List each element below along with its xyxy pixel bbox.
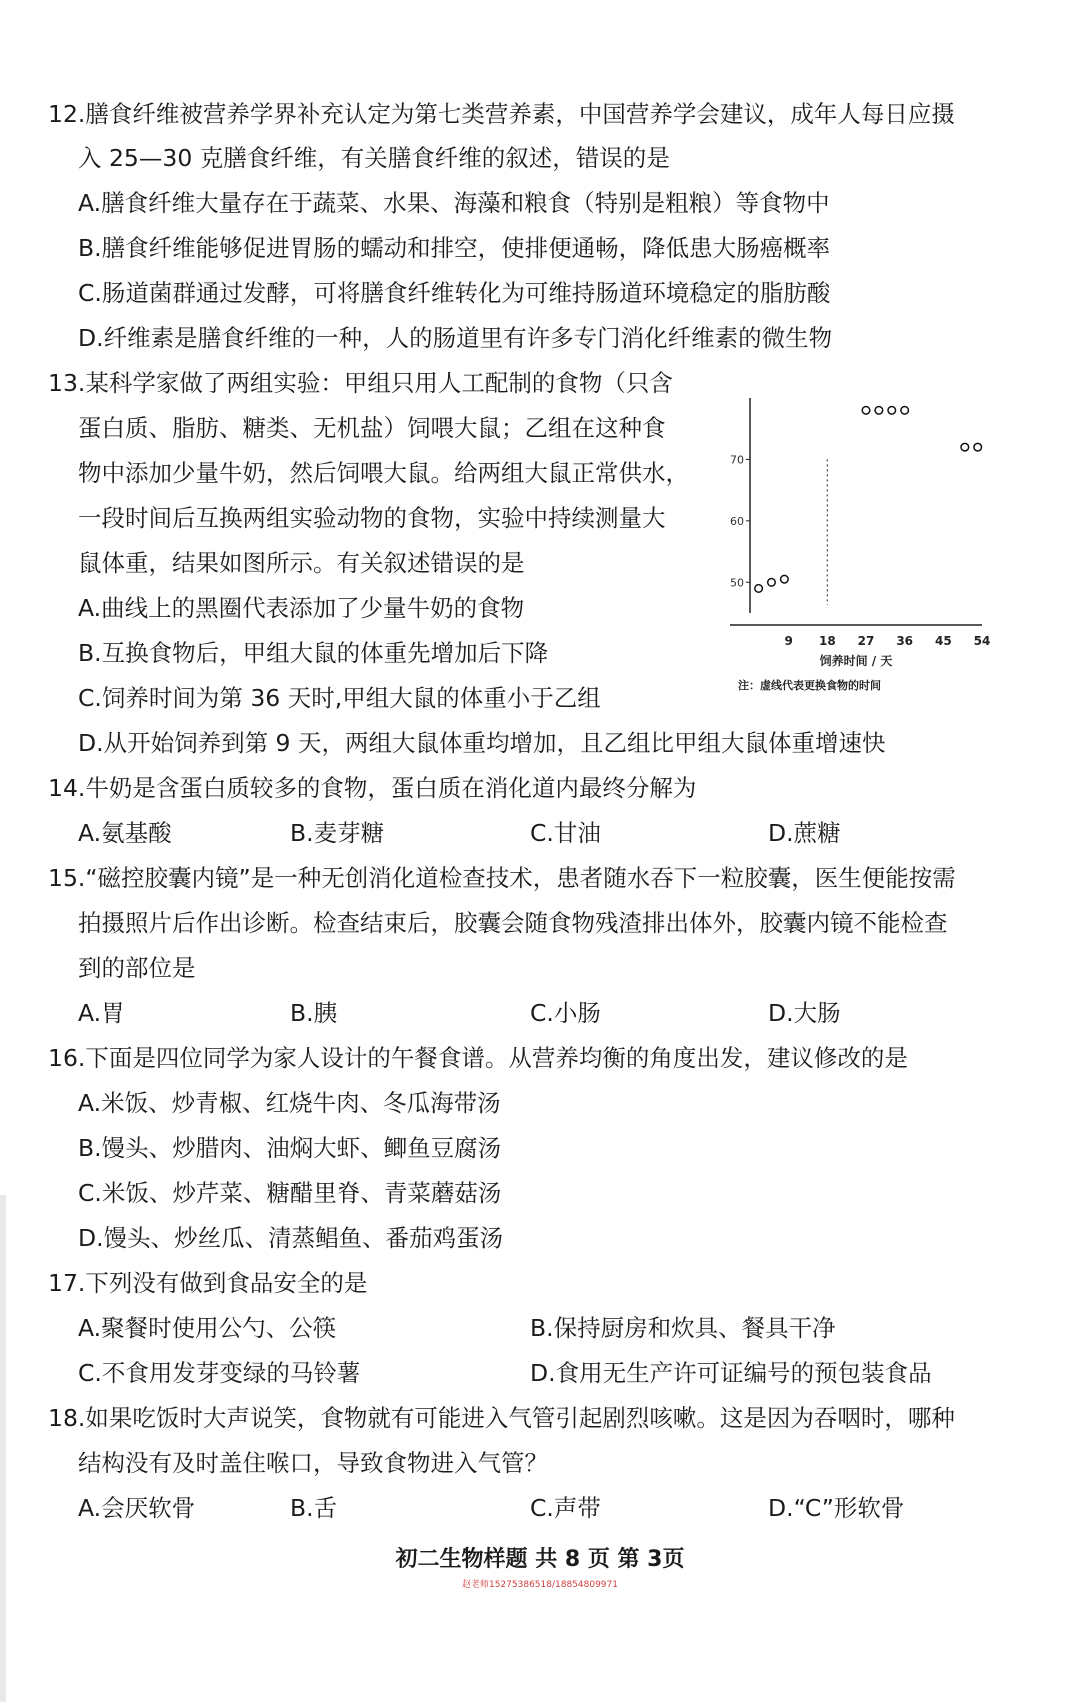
q12-option-d: D.纤维素是膳食纤维的一种，人的肠道里有许多专门消化纤维素的微生物 xyxy=(78,324,833,352)
q14-stem: 14.牛奶是含蛋白质较多的食物，蛋白质在消化道内最终分解为 xyxy=(48,774,697,802)
q17-option-d: D.食用无生产许可证编号的预包装食品 xyxy=(530,1359,932,1387)
x-tick-label-1: 18 xyxy=(818,634,836,648)
q13-stem-line-4: 一段时间后互换两组实验动物的食物，实验中持续测量大 xyxy=(78,504,666,532)
q16-option-a: A.米饭、炒青椒、红烧牛肉、冬瓜海带汤 xyxy=(78,1089,501,1117)
q14-option-a: A.氨基酸 xyxy=(78,819,172,847)
page-footer-title: 初二生物样题 共 8 页 第 3页 xyxy=(395,1547,685,1572)
q13-stem-line-2: 蛋白质、脂肪、糖类、无机盐）饲喂大鼠；乙组在这种食 xyxy=(78,414,666,442)
page-footer-contact: 赵老师15275386518/18854809971 xyxy=(461,1580,618,1590)
q12-option-b: B.膳食纤维能够促进胃肠的蠕动和排空，使排便通畅，降低患大肠癌概率 xyxy=(78,234,831,262)
q15-stem-line-2: 拍摄照片后作出诊断。检查结束后，胶囊会随食物残渣排出体外，胶囊内镜不能检查 xyxy=(78,909,948,937)
q17-stem: 17.下列没有做到食品安全的是 xyxy=(48,1269,368,1297)
q15-option-b: B.胰 xyxy=(290,999,338,1027)
q16-option-c: C.米饭、炒芹菜、糖醋里脊、青菜蘑菇汤 xyxy=(78,1179,502,1207)
q14-option-b: B.麦芽糖 xyxy=(290,819,385,847)
scan-edge-shadow xyxy=(0,1195,6,1702)
q13-stem-line-3: 物中添加少量牛奶，然后饲喂大鼠。给两组大鼠正常供水， xyxy=(78,459,689,487)
q13-stem-line-1: 13.某科学家做了两组实验：甲组只用人工配制的食物（只含 xyxy=(48,369,673,397)
q13-option-b: B.互换食物后，甲组大鼠的体重先增加后下降 xyxy=(78,639,549,667)
x-tick-label-5: 54 xyxy=(973,634,990,648)
q14-option-c: C.甘油 xyxy=(530,819,601,847)
data-point-1-1 xyxy=(875,406,883,414)
data-point-1-3 xyxy=(901,406,909,414)
q17-option-a: A.聚餐时使用公勺、公筷 xyxy=(78,1314,337,1342)
q17-option-b: B.保持厨房和炊具、餐具干净 xyxy=(530,1314,836,1342)
chart-note: 注：虚线代表更换食物的时间 xyxy=(738,679,881,692)
q12-stem-line-1: 12.膳食纤维被营养学界补充认定为第七类营养素，中国营养学会建议，成年人每日应摄 xyxy=(48,100,955,128)
q15-option-c: C.小肠 xyxy=(530,999,601,1027)
data-point-1-2 xyxy=(888,406,896,414)
q15-stem-line-3: 到的部位是 xyxy=(78,954,196,982)
data-point-0-0 xyxy=(755,585,763,593)
data-point-1-0 xyxy=(862,406,870,414)
q18-stem-line-1: 18.如果吃饭时大声说笑，食物就有可能进入气管引起剧烈咳嗽。这是因为吞咽时，哪种 xyxy=(48,1404,955,1432)
q14-option-d: D.蔗糖 xyxy=(768,819,841,847)
x-axis-label: 饲养时间 / 天 xyxy=(819,654,893,668)
q16-stem: 16.下面是四位同学为家人设计的午餐食谱。从营养均衡的角度出发，建议修改的是 xyxy=(48,1044,908,1072)
x-tick-label-3: 36 xyxy=(896,634,914,648)
q12-stem-line-2: 入 25—30 克膳食纤维，有关膳食纤维的叙述，错误的是 xyxy=(78,144,670,172)
q15-option-a: A.胃 xyxy=(78,999,125,1027)
weight-chart xyxy=(720,388,990,698)
y-tick-label-1: 60 xyxy=(730,514,744,528)
q17-option-c: C.不食用发芽变绿的马铃薯 xyxy=(78,1359,361,1387)
x-tick-label-0: 9 xyxy=(784,634,793,648)
q15-option-d: D.大肠 xyxy=(768,999,841,1027)
x-tick-label-2: 27 xyxy=(857,634,875,648)
q13-option-c: C.饲养时间为第 36 天时,甲组大鼠的体重小于乙组 xyxy=(78,684,601,712)
data-point-0-2 xyxy=(781,575,789,583)
q18-option-c: C.声带 xyxy=(530,1494,601,1522)
q16-option-b: B.馒头、炒腊肉、油焖大虾、鲫鱼豆腐汤 xyxy=(78,1134,502,1162)
q18-option-d: D.“C”形软骨 xyxy=(768,1494,905,1522)
q12-option-a: A.膳食纤维大量存在于蔬菜、水果、海藻和粮食（特别是粗粮）等食物中 xyxy=(78,189,830,217)
q13-option-a: A.曲线上的黑圈代表添加了少量牛奶的食物 xyxy=(78,594,525,622)
q13-stem-line-5: 鼠体重，结果如图所示。有关叙述错误的是 xyxy=(78,549,525,577)
q12-option-c: C.肠道菌群通过发酵，可将膳食纤维转化为可维持肠道环境稳定的脂肪酸 xyxy=(78,279,831,307)
q16-option-d: D.馒头、炒丝瓜、清蒸鲳鱼、番茄鸡蛋汤 xyxy=(78,1224,504,1252)
q13-option-d: D.从开始饲养到第 9 天，两组大鼠体重均增加，且乙组比甲组大鼠体重增速快 xyxy=(78,729,886,757)
x-tick-label-4: 45 xyxy=(934,634,952,648)
data-point-2-0 xyxy=(961,443,969,451)
q18-option-b: B.舌 xyxy=(290,1494,338,1522)
y-tick-label-2: 70 xyxy=(730,453,744,467)
data-point-2-1 xyxy=(974,443,982,451)
q18-option-a: A.会厌软骨 xyxy=(78,1494,196,1522)
q15-stem-line-1: 15.“磁控胶囊内镜”是一种无创消化道检查技术，患者随水吞下一粒胶囊，医生便能按需 xyxy=(48,864,956,892)
data-point-0-1 xyxy=(768,578,776,586)
q18-stem-line-2: 结构没有及时盖住喉口，导致食物进入气管？ xyxy=(78,1449,548,1477)
y-tick-label-0: 50 xyxy=(730,576,744,590)
